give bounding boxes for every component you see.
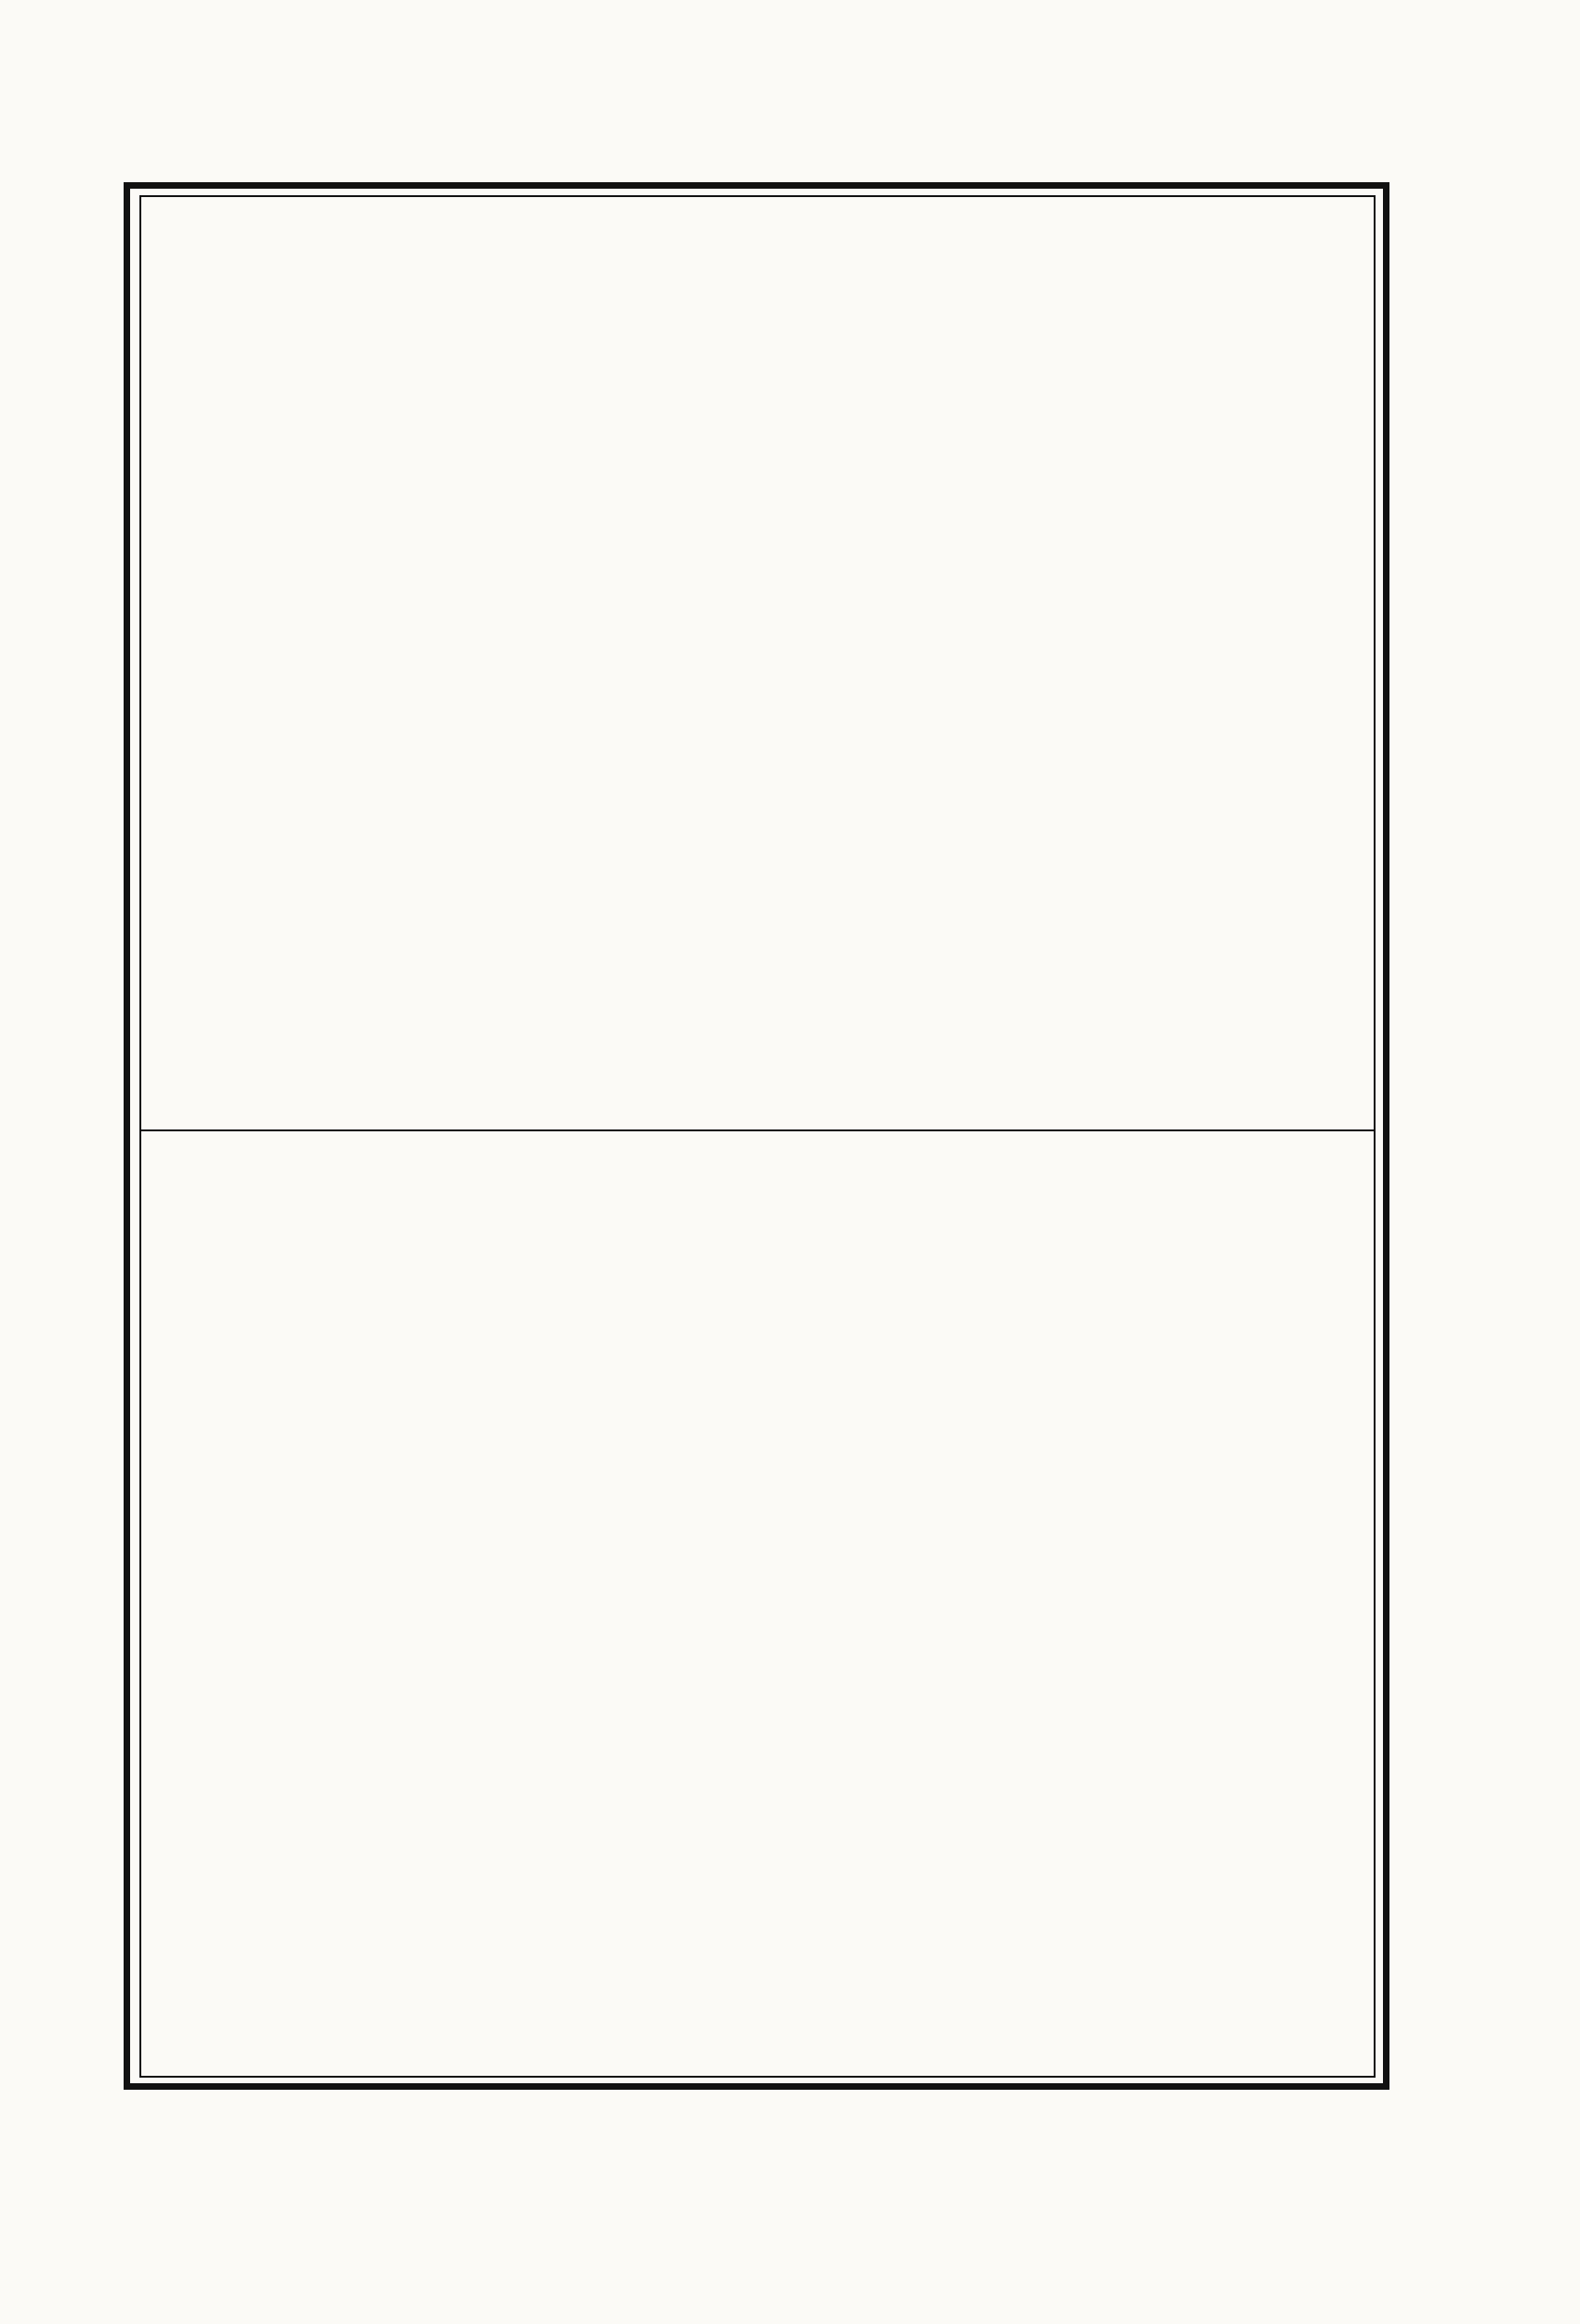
inner-border: [139, 195, 1376, 2078]
section-divider: [139, 1129, 1376, 1131]
